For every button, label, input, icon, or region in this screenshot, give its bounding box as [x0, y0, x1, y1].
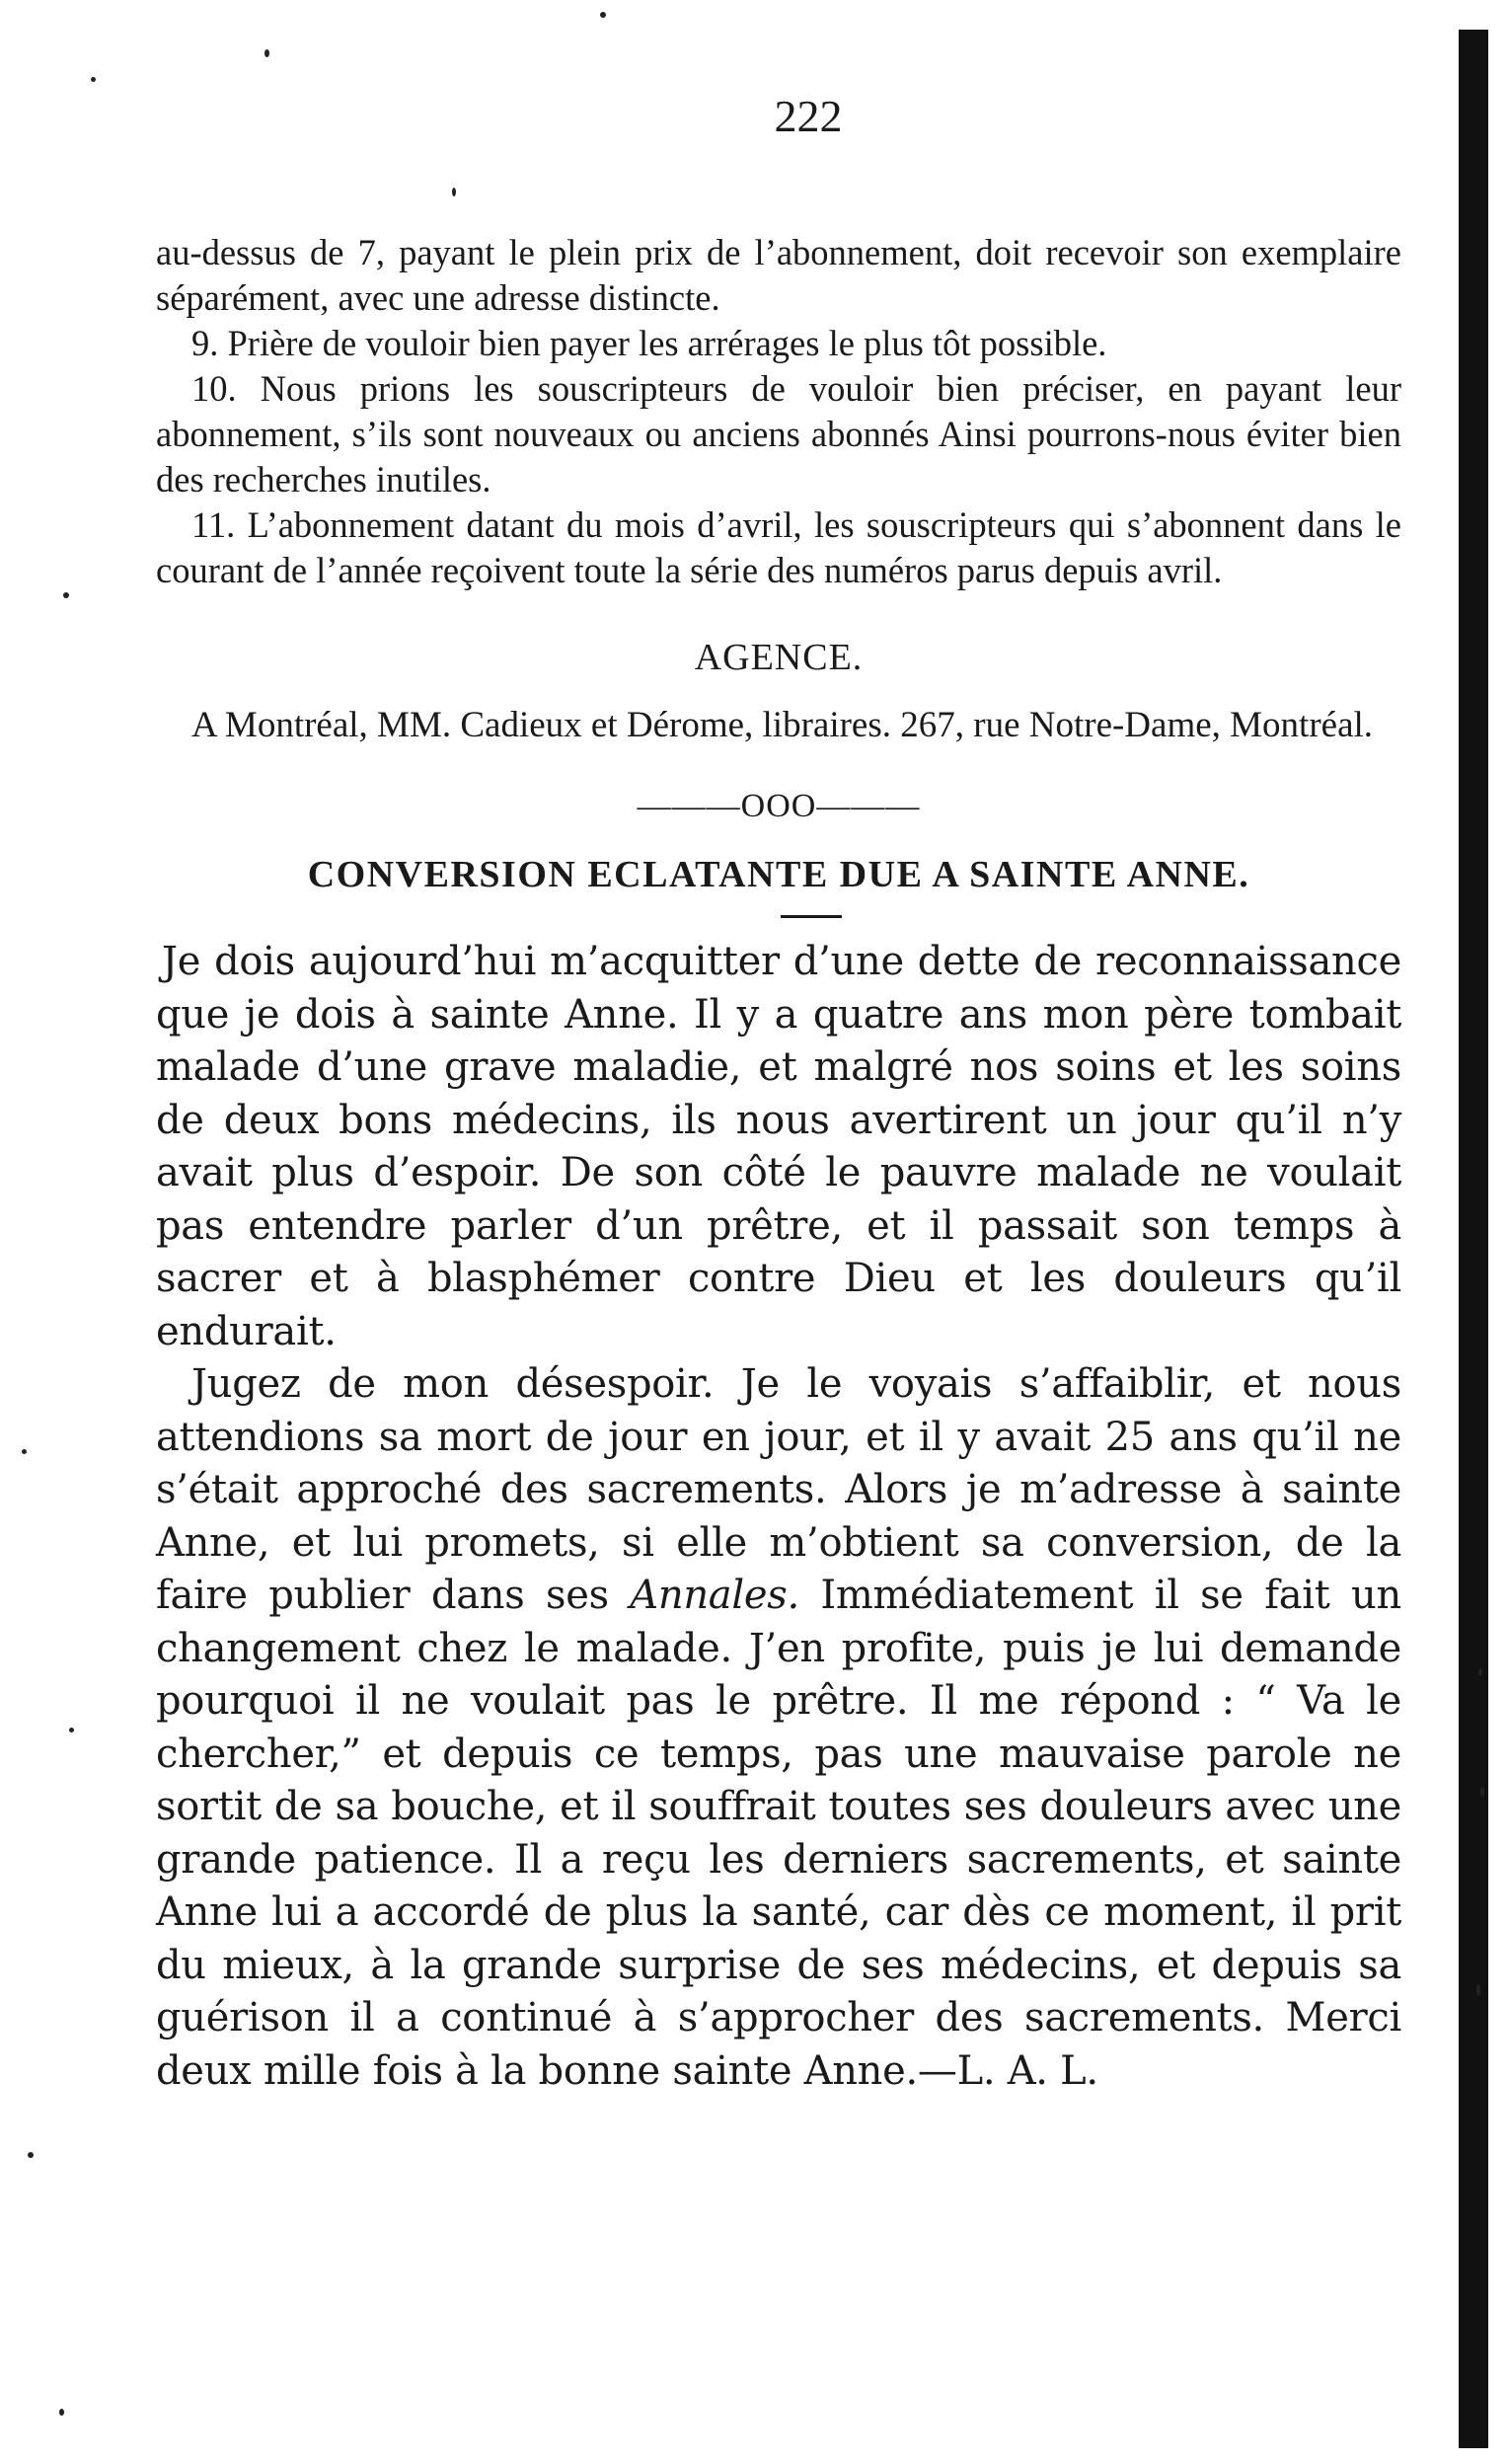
ink-speck	[59, 2409, 64, 2416]
ink-speck	[1480, 1787, 1484, 1797]
ink-speck	[600, 12, 606, 18]
subscription-notes	[156, 230, 1401, 593]
note-item-9: 9. Prière de vouloir bien payer les arrérages le plus tôt possible.	[191, 323, 1107, 363]
paragraph-2-part-b: Immédiatement il se fait un changement chez le malade. J’en profite, puis je lui demande pourquoi il ne voulait pas le prêtre. Il me répond : “ Va le chercher,” et depuis ce temps, pas une mauvaise parole ne sortit de sa bouche, et il souffrait toutes ses douleurs avec une grande patience. Il a reçu les derniers sacrements, et sainte Anne lui a accordé de plus la santé, car dès ce moment, il prit du mieux, à la grande surprise de ses médecins, et depuis sa guérison il a continué à s’approcher des sacrements. Merci deux mille fois à la bonne sainte Anne.—L. A. L.	[156, 1573, 1401, 2094]
title-rule	[781, 915, 842, 918]
ink-speck	[1478, 1668, 1482, 1676]
page-content	[156, 91, 1401, 2098]
ink-speck	[91, 77, 96, 82]
ink-speck	[22, 1449, 27, 1454]
agence-heading: AGENCE.	[694, 637, 864, 678]
note-continuation: au-dessus de 7, payant le plein prix de l’abonnement, doit recevoir son exemplaire séparément, avec une adresse distincte.	[156, 232, 1401, 318]
ink-speck	[69, 1728, 74, 1732]
section-separator: ———OOO———	[637, 788, 921, 824]
article-title: CONVERSION ECLATANTE DUE A SAINTE ANNE.	[307, 854, 1250, 895]
note-item-11: 11. L’abonnement datant du mois d’avril, les souscripteurs qui s’abonnent dans le courant de l’année reçoivent toute la série des numéros parus depuis avril.	[156, 504, 1401, 590]
agence-address: A Montréal, MM. Cadieux et Dérome, libraires. 267, rue Notre-Dame, Montréal.	[191, 705, 1374, 745]
article-paragraph-1: Je dois aujourd’hui m’acquitter d’une dette de reconnaissance que je dois à sainte Anne. Il y a quatre ans mon père tombait malade d’une grave maladie, et malgré nos soins et les soins de deux bons médecins, ils nous avertirent un jour qu’il n’y avait plus d’espoir. De son côté le pauvre malade ne voulait pas entendre parler d’un prêtre, et il passait son temps à sacrer et à blasphémer contre Dieu et les douleurs qu’il endurait.	[156, 939, 1401, 1354]
ink-speck	[1476, 1984, 1480, 1996]
paragraph-2-part-a: Jugez de mon désespoir. Je le voyais s’affaiblir, et nous attendions sa mort de jour en jour, et il y avait 25 ans qu’il ne s’était approché des sacrements. Alors je m’adresse à sainte Anne, et lui promets, si elle m’obtient sa conversion, de la faire publier dans ses	[156, 1361, 1401, 1618]
article-paragraph-2	[156, 1358, 1401, 2098]
page-edge-shadow	[1459, 30, 1488, 2448]
ink-speck	[63, 592, 69, 598]
article	[156, 852, 1401, 2098]
page-number: 222	[774, 91, 843, 141]
note-item-10: 10. Nous prions les souscripteurs de vouloir bien préciser, en payant leur abonnement, s’ils sont nouveaux ou anciens abonnés Ainsi pourrons-nous éviter bien des recherches inutiles.	[156, 368, 1401, 500]
ink-speck	[264, 49, 269, 57]
ink-speck	[28, 2152, 34, 2158]
annales-title: Annales.	[630, 1573, 799, 1618]
